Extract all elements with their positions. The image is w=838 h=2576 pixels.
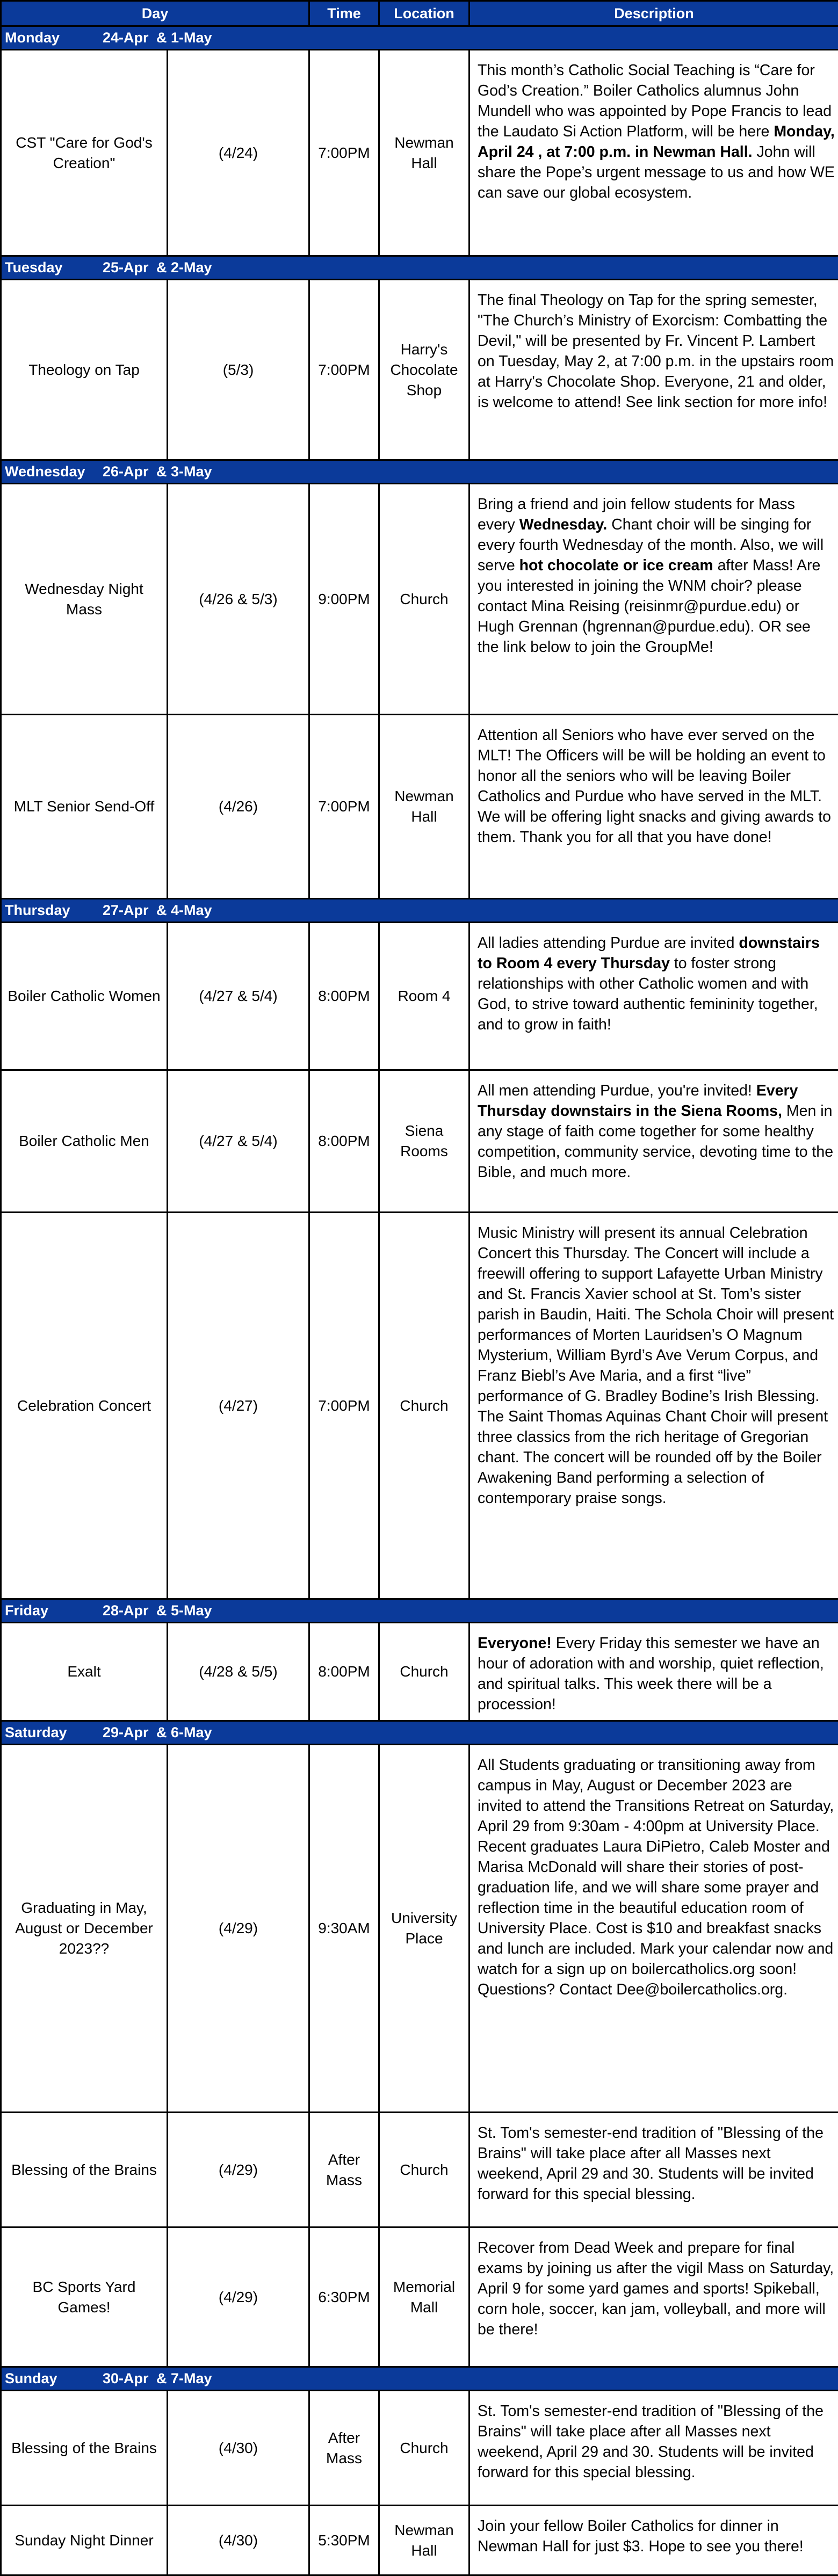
event-description — [469, 280, 838, 460]
description-text: Music Ministry will present its annual Celebration Concert this Thursday. The Concert will include a freewill offering to support Lafayette Urban Ministry and St. Francis Xavier school at St. Tom’s sister parish in Baudin, Haiti. The Schola Choir will present performances of Morten Lauridsen’s O Magnum Mysterium, William Byrd’s Ave Verum Corpus, and Franz Biebl’s Ave Maria, and a first “live” performance of G. Bradley Bodine’s Irish Blessing. The Saint Thomas Aquinas Chant Choir will present three classics from the rich heritage of Gregorian chant. The concert will be rounded off by the Boiler Awakening Band performing a selection of contemporary praise songs. — [478, 1224, 834, 1507]
event-row — [1, 2113, 838, 2227]
description-bold-text: hot chocolate or ice cream — [519, 557, 713, 574]
day-name: Tuesday — [5, 259, 103, 276]
event-time: 7:00PM — [309, 715, 379, 899]
event-location: Church — [379, 484, 469, 715]
description-text: after Mass! Are you interested in joining the WNM choir? please contact Mina Reising (reisinmr@purdue.edu) or Hugh Grennan (hgrennan@purdue.edu). OR see the link below to join the GroupMe! — [478, 557, 820, 656]
description-bold-text: Every Thursday downstairs in the Siena Rooms, — [478, 1082, 798, 1120]
day-name: Wednesday — [5, 463, 103, 480]
day-row — [1, 899, 838, 923]
description-text: Attention all Seniors who have ever served on the MLT! The Officers will be will be holding an event to honor all the seniors who will be leaving Boiler Catholics and Purdue who have served in the MLT. We will be offering light snacks and giving awards to them. Thank you for all that you have done! — [478, 727, 831, 846]
day-name: Thursday — [5, 902, 103, 919]
event-time: 8:00PM — [309, 1623, 379, 1721]
event-time: 6:30PM — [309, 2227, 379, 2367]
event-title: Theology on Tap — [1, 280, 168, 460]
event-title: MLT Senior Send-Off — [1, 715, 168, 899]
day-header — [1, 2367, 838, 2391]
event-row — [1, 1745, 838, 2113]
description-bold-text: downstairs to Room 4 every Thursday — [478, 934, 820, 972]
event-date: (4/27) — [168, 1213, 309, 1599]
day-row — [1, 26, 838, 50]
day-date-next: & 6-May — [156, 1724, 212, 1740]
event-description — [469, 484, 838, 715]
event-location: Room 4 — [379, 923, 469, 1070]
event-title: Blessing of the Brains — [1, 2391, 168, 2506]
event-row — [1, 280, 838, 460]
description-text: St. Tom's semester-end tradition of "Blessing of the Brains" will take place after all Masses next weekend, April 29 and 30. Students will be invited forward for this special blessing. — [478, 2403, 823, 2481]
day-name: Saturday — [5, 1724, 103, 1741]
event-date: (4/29) — [168, 2227, 309, 2367]
event-description — [469, 1745, 838, 2113]
day-date-next: & 1-May — [156, 30, 212, 46]
day-name: Friday — [5, 1602, 103, 1619]
event-location: Harry's Chocolate Shop — [379, 280, 469, 460]
day-date: 27-Apr — [103, 902, 156, 919]
event-location: Church — [379, 2391, 469, 2506]
event-title: Sunday Night Dinner — [1, 2506, 168, 2575]
day-header — [1, 1599, 838, 1623]
event-time: 7:00PM — [309, 50, 379, 256]
day-date-next: & 7-May — [156, 2370, 212, 2386]
event-time: 7:00PM — [309, 280, 379, 460]
day-date: 24-Apr — [103, 30, 156, 46]
event-location: Newman Hall — [379, 2506, 469, 2575]
event-location: Church — [379, 1623, 469, 1721]
description-text: John will share the Pope’s urgent message to us and how WE can save our global ecosystem. — [478, 143, 835, 201]
day-name: Monday — [5, 30, 103, 46]
day-header — [1, 899, 838, 923]
event-date: (4/28 & 5/5) — [168, 1623, 309, 1721]
day-row — [1, 460, 838, 484]
event-title: Boiler Catholic Women — [1, 923, 168, 1070]
event-description — [469, 50, 838, 256]
event-description — [469, 2391, 838, 2506]
event-description — [469, 1070, 838, 1213]
event-time: After Mass — [309, 2113, 379, 2227]
event-location: Memorial Mall — [379, 2227, 469, 2367]
day-date: 28-Apr — [103, 1602, 156, 1619]
event-row — [1, 1070, 838, 1213]
description-text: All ladies attending Purdue are invited — [478, 934, 739, 952]
event-row — [1, 2391, 838, 2506]
header-time: Time — [309, 1, 379, 26]
event-time: 7:00PM — [309, 1213, 379, 1599]
header-day: Day — [1, 1, 309, 26]
event-date: (4/27 & 5/4) — [168, 1070, 309, 1213]
day-row — [1, 1721, 838, 1745]
description-text: Bring a friend and join fellow students for Mass every — [478, 496, 795, 533]
day-date-next: & 3-May — [156, 463, 212, 480]
event-description — [469, 2506, 838, 2575]
event-row — [1, 715, 838, 899]
day-name: Sunday — [5, 2370, 103, 2387]
event-time: 8:00PM — [309, 923, 379, 1070]
event-title: Exalt — [1, 1623, 168, 1721]
event-description — [469, 2227, 838, 2367]
description-text: The final Theology on Tap for the spring semester, "The Church’s Ministry of Exorcism: Combatting the Devil," will be presented by Fr. Vincent P. Lambert on Tuesday, May 2, at 7:00 p.m. in the upstairs room at Harry's Chocolate Shop. Everyone, 21 and older, is welcome to attend! See link section for more info! — [478, 292, 834, 411]
description-bold-text: Monday, April 24 , at 7:00 p.m. in Newman Hall. — [478, 123, 835, 161]
event-date: (4/29) — [168, 1745, 309, 2113]
event-title: BC Sports Yard Games! — [1, 2227, 168, 2367]
event-description — [469, 715, 838, 899]
day-row — [1, 1599, 838, 1623]
description-text: Recover from Dead Week and prepare for final exams by joining us after the vigil Mass on Saturday, April 9 for some yard games and sports! Spikeball, corn hole, soccer, kan jam, volleyball, and more will be there! — [478, 2239, 834, 2338]
event-location: Newman Hall — [379, 715, 469, 899]
event-row — [1, 2227, 838, 2367]
event-title: Celebration Concert — [1, 1213, 168, 1599]
event-date: (4/26) — [168, 715, 309, 899]
event-time: 5:30PM — [309, 2506, 379, 2575]
event-row — [1, 50, 838, 256]
event-row — [1, 2506, 838, 2575]
day-header — [1, 256, 838, 280]
event-date: (4/30) — [168, 2391, 309, 2506]
event-location: Church — [379, 1213, 469, 1599]
day-header — [1, 1721, 838, 1745]
day-header — [1, 26, 838, 50]
description-text: Chant choir will be singing for every fourth Wednesday of the month. Also, we will serve — [478, 516, 823, 574]
event-title: Graduating in May, August or December 2023?? — [1, 1745, 168, 2113]
event-description — [469, 2113, 838, 2227]
day-date-next: & 5-May — [156, 1602, 212, 1619]
event-title: Boiler Catholic Men — [1, 1070, 168, 1213]
description-text: This month’s Catholic Social Teaching is “Care for God’s Creation.” Boiler Catholics alumnus John Mundell who was appointed by Pope Francis to lead the Laudato Si Action Platform, will be here — [478, 62, 832, 140]
description-bold-text: Everyone! — [478, 1635, 552, 1652]
event-date: (4/26 & 5/3) — [168, 484, 309, 715]
event-row — [1, 1623, 838, 1721]
event-location: Church — [379, 2113, 469, 2227]
day-date: 25-Apr — [103, 259, 156, 276]
event-location: Siena Rooms — [379, 1070, 469, 1213]
event-date: (4/29) — [168, 2113, 309, 2227]
description-text: Join your fellow Boiler Catholics for dinner in Newman Hall for just $3. Hope to see you there! — [478, 2517, 804, 2555]
day-date-next: & 4-May — [156, 902, 212, 918]
event-date: (4/30) — [168, 2506, 309, 2575]
description-bold-text: Wednesday. — [519, 516, 608, 533]
event-time: After Mass — [309, 2391, 379, 2506]
day-header — [1, 460, 838, 484]
event-description — [469, 1213, 838, 1599]
event-row — [1, 1213, 838, 1599]
header-location: Location — [379, 1, 469, 26]
event-row — [1, 484, 838, 715]
description-text: St. Tom's semester-end tradition of "Blessing of the Brains" will take place after all Masses next weekend, April 29 and 30. Students will be invited forward for this special blessing. — [478, 2124, 823, 2203]
event-location: University Place — [379, 1745, 469, 2113]
schedule-body — [1, 1, 838, 2575]
description-text: All Students graduating or transitioning away from campus in May, August or December 2023 are invited to attend the Transitions Retreat on Saturday, April 29 from 9:30am - 4:00pm at University Place. Recent graduates Laura DiPietro, Caleb Moster and Marisa McDonald will share their stories of post-graduation life, and we will share some prayer and reflection time in the beautiful education room of University Place. Cost is $10 and breakfast snacks and lunch are included. Mark your calendar now and watch for a sign up on boilercatholics.org soon! Questions? Contact Dee@boilercatholics.org. — [478, 1757, 834, 1998]
day-date: 26-Apr — [103, 463, 156, 480]
header-description: Description — [469, 1, 838, 26]
event-title: Wednesday Night Mass — [1, 484, 168, 715]
day-date: 29-Apr — [103, 1724, 156, 1741]
event-time: 9:00PM — [309, 484, 379, 715]
event-description — [469, 923, 838, 1070]
event-date: (4/27 & 5/4) — [168, 923, 309, 1070]
description-text: Every Friday this semester we have an hour of adoration with and worship, quiet reflection, and spiritual talks. This week there will be a procession! — [478, 1635, 824, 1713]
event-description — [469, 1623, 838, 1721]
day-date-next: & 2-May — [156, 259, 212, 275]
event-time: 9:30AM — [309, 1745, 379, 2113]
description-text: Men in any stage of faith come together for some healthy competition, community service, devoting time to the Bible, and much more. — [478, 1102, 833, 1181]
event-date: (5/3) — [168, 280, 309, 460]
event-time: 8:00PM — [309, 1070, 379, 1213]
day-row — [1, 256, 838, 280]
header-row — [1, 1, 838, 26]
event-title: Blessing of the Brains — [1, 2113, 168, 2227]
day-row — [1, 2367, 838, 2391]
day-date: 30-Apr — [103, 2370, 156, 2387]
event-row — [1, 923, 838, 1070]
event-date: (4/24) — [168, 50, 309, 256]
event-location: Newman Hall — [379, 50, 469, 256]
event-title: CST "Care for God's Creation" — [1, 50, 168, 256]
description-text: All men attending Purdue, you're invited! — [478, 1082, 756, 1099]
description-text: to foster strong relationships with other Catholic women and with God, to strive toward authentic femininity together, and to grow in faith! — [478, 955, 818, 1033]
